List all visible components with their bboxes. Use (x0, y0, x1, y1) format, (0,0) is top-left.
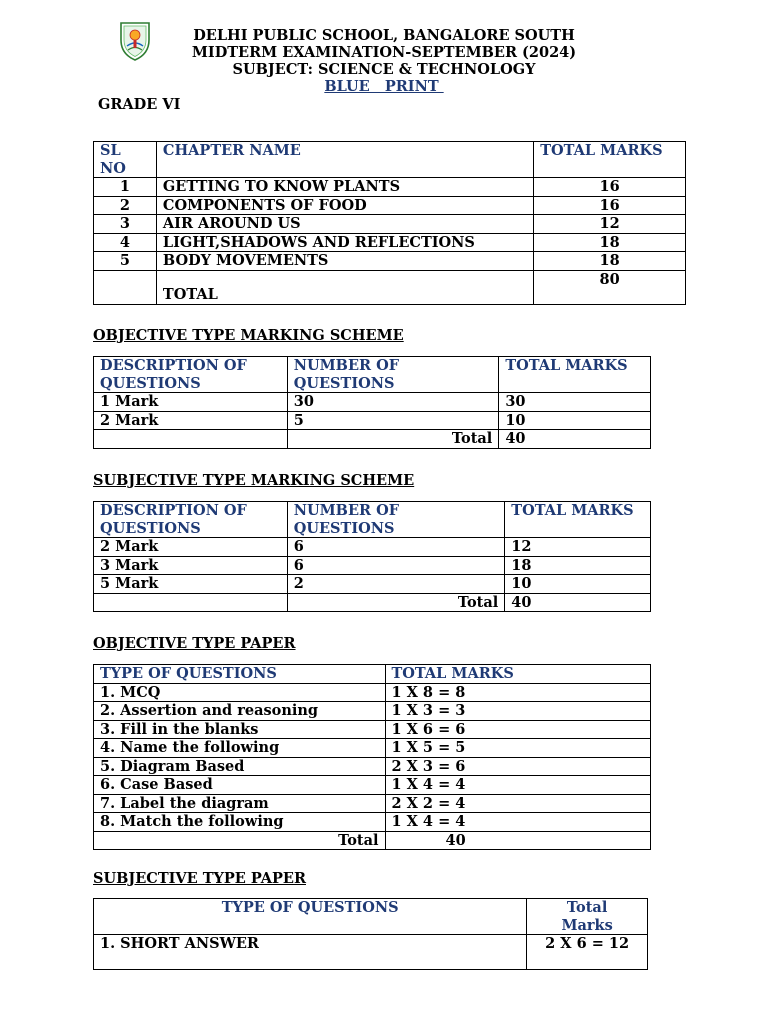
marks-cell: 18 (534, 233, 686, 252)
marks-cell: 1 X 5 = 5 (385, 739, 651, 758)
type-cell: 4. Name the following (94, 739, 386, 758)
total-row (94, 430, 651, 449)
chapter-cell: LIGHT,SHADOWS AND REFLECTIONS (156, 233, 533, 252)
total-label: TOTAL (156, 270, 533, 304)
sl-cell: 5 (94, 252, 157, 271)
total-label: Total (287, 593, 505, 612)
type-cell: 7. Label the diagram (94, 794, 386, 813)
column-header: NUMBER OF QUESTIONS (287, 357, 499, 393)
marks-cell: 1 X 4 = 4 (385, 813, 651, 832)
marks-cell: 16 (534, 178, 686, 197)
column-header: SL NO (94, 142, 157, 178)
marks-cell: 2 X 2 = 4 (385, 794, 651, 813)
table-row (94, 739, 651, 758)
column-header: Total Marks (527, 899, 648, 935)
marks-cell: 2 X 6 = 12 (527, 935, 648, 970)
num-cell: 6 (287, 538, 505, 557)
table-row (94, 252, 686, 271)
marks-cell: 10 (499, 411, 651, 430)
type-cell: 3. Fill in the blanks (94, 720, 386, 739)
total-value: 40 (499, 430, 651, 449)
table-row (94, 411, 651, 430)
total-row (94, 593, 651, 612)
table-row (94, 178, 686, 197)
empty-cell (94, 593, 288, 612)
type-cell: 5. Diagram Based (94, 757, 386, 776)
table-header-row (94, 357, 651, 393)
sl-cell: 4 (94, 233, 157, 252)
exam-title: MIDTERM EXAMINATION-SEPTEMBER (2024) (191, 44, 577, 61)
marks-cell: 12 (534, 215, 686, 234)
table-header-row (94, 665, 651, 684)
table-row (94, 196, 686, 215)
marks-cell: 1 X 3 = 3 (385, 702, 651, 721)
chapter-cell: BODY MOVEMENTS (156, 252, 533, 271)
column-header: TOTAL MARKS (534, 142, 686, 178)
marks-cell: 1 X 6 = 6 (385, 720, 651, 739)
objective-paper-title: OBJECTIVE TYPE PAPER (93, 635, 296, 652)
type-cell: 8. Match the following (94, 813, 386, 832)
chapter-cell: GETTING TO KNOW PLANTS (156, 178, 533, 197)
total-row (94, 831, 651, 850)
marks-cell: 12 (505, 538, 651, 557)
chapter-cell: AIR AROUND US (156, 215, 533, 234)
subjective-paper-table (93, 898, 648, 970)
table-row (94, 393, 651, 412)
marks-cell: 30 (499, 393, 651, 412)
type-cell: 1. SHORT ANSWER (94, 935, 527, 970)
num-cell: 6 (287, 556, 505, 575)
subject-title: SUBJECT: SCIENCE & TECHNOLOGY (232, 61, 536, 78)
column-header: TYPE OF QUESTIONS (94, 899, 527, 935)
marks-cell: 1 X 8 = 8 (385, 683, 651, 702)
num-cell: 2 (287, 575, 505, 594)
column-header: TOTAL MARKS (505, 502, 651, 538)
desc-cell: 2 Mark (94, 411, 288, 430)
chapters-table (93, 141, 686, 305)
desc-cell: 2 Mark (94, 538, 288, 557)
num-cell: 5 (287, 411, 499, 430)
table-row (94, 683, 651, 702)
table-row (94, 702, 651, 721)
table-header-row (94, 502, 651, 538)
column-header: TYPE OF QUESTIONS (94, 665, 386, 684)
table-row (94, 935, 648, 970)
column-header: DESCRIPTION OF QUESTIONS (94, 357, 288, 393)
table-row (94, 813, 651, 832)
column-header: DESCRIPTION OF QUESTIONS (94, 502, 288, 538)
table-row (94, 215, 686, 234)
table-row (94, 794, 651, 813)
chapter-cell: COMPONENTS OF FOOD (156, 196, 533, 215)
table-header-row (94, 899, 648, 935)
table-row (94, 757, 651, 776)
objective-scheme-table (93, 356, 651, 449)
total-value: 40 (385, 831, 651, 850)
type-cell: 2. Assertion and reasoning (94, 702, 386, 721)
marks-cell: 2 X 3 = 6 (385, 757, 651, 776)
marks-cell: 10 (505, 575, 651, 594)
column-header: NUMBER OF QUESTIONS (287, 502, 505, 538)
desc-cell: 1 Mark (94, 393, 288, 412)
school-logo (115, 20, 155, 62)
empty-cell (94, 270, 157, 304)
marks-cell: 18 (505, 556, 651, 575)
blueprint-title: BLUE PRINT (324, 78, 444, 95)
marks-cell: 16 (534, 196, 686, 215)
empty-cell (94, 430, 288, 449)
total-value: 80 (534, 270, 686, 304)
total-label: Total (94, 831, 386, 850)
sl-cell: 3 (94, 215, 157, 234)
table-row (94, 776, 651, 795)
marks-cell: 18 (534, 252, 686, 271)
desc-cell: 5 Mark (94, 575, 288, 594)
table-row (94, 720, 651, 739)
grade-label: GRADE VI (98, 96, 181, 113)
num-cell: 30 (287, 393, 499, 412)
objective-paper-table (93, 664, 651, 850)
subjective-paper-title: SUBJECTIVE TYPE PAPER (93, 870, 306, 887)
marks-cell: 1 X 4 = 4 (385, 776, 651, 795)
table-row (94, 575, 651, 594)
total-row (94, 270, 686, 304)
table-row (94, 233, 686, 252)
column-header: TOTAL MARKS (499, 357, 651, 393)
sl-cell: 2 (94, 196, 157, 215)
subjective-scheme-table (93, 501, 651, 612)
table-row (94, 556, 651, 575)
total-label: Total (287, 430, 499, 449)
total-value: 40 (505, 593, 651, 612)
objective-scheme-title: OBJECTIVE TYPE MARKING SCHEME (93, 327, 404, 344)
table-row (94, 538, 651, 557)
sl-cell: 1 (94, 178, 157, 197)
column-header: CHAPTER NAME (156, 142, 533, 178)
type-cell: 1. MCQ (94, 683, 386, 702)
type-cell: 6. Case Based (94, 776, 386, 795)
desc-cell: 3 Mark (94, 556, 288, 575)
school-name: DELHI PUBLIC SCHOOL, BANGALORE SOUTH (193, 27, 575, 44)
subjective-scheme-title: SUBJECTIVE TYPE MARKING SCHEME (93, 472, 415, 489)
table-header-row (94, 142, 686, 178)
column-header: TOTAL MARKS (385, 665, 651, 684)
